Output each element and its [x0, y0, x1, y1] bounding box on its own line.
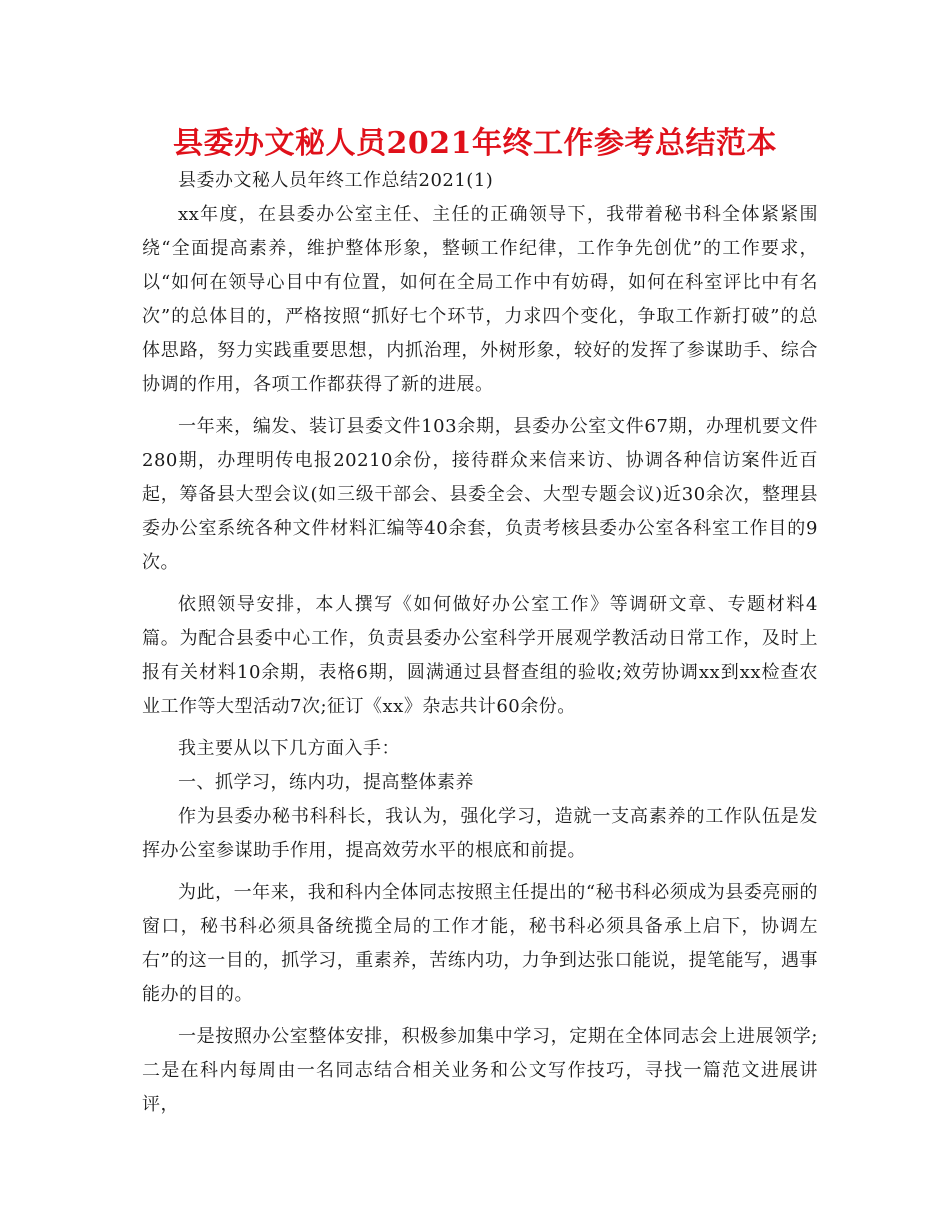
research-paragraph: 依照领导安排，本人撰写《如何做好办公室工作》等调研文章、专题材料4篇。为配合县委中心工作，负责县委办公室科学开展观学教活动日常工作，及时上报有关材料10余期，表格6期，圆满通过县督查组的验收;效劳协调xx到xx检查农业工作等大型活动7次;征订《xx》杂志共计60余份。 [142, 594, 818, 717]
statistics-paragraph: 一年来，编发、装订县委文件103余期，县委办公室文件67期，办理机要文件280期，办理明传电报20210余份，接待群众来信来访、协调各种信访案件近百起，筹备县大型会议(如三级干部会、县委全会、大型专题会议)近30余次，整理县委办公室系统各种文件材料汇编等40余套，负责考核县委办公室各科室工作目的9次。 [142, 416, 818, 573]
measures-paragraph: 一是按照办公室整体安排，积极参加集中学习，定期在全体同志会上进展领学;二是在科内每周由一名同志结合相关业务和公文写作技巧，寻找一篇范文进展讲评， [142, 1026, 818, 1115]
learning-paragraph: 作为县委办秘书科科长，我认为，强化学习，造就一支高素养的工作队伍是发挥办公室参谋助手作用，提高效劳水平的根底和前提。 [142, 806, 818, 861]
section-heading-1: 一、抓学习，练内功，提高整体素养 [178, 772, 474, 793]
document-body [142, 164, 818, 1122]
approach-paragraph: 我主要从以下几方面入手： [178, 738, 400, 759]
document-title: 县委办文秘人员2021年终工作参考总结范本 [173, 126, 777, 161]
intro-paragraph: xx年度，在县委办公室主任、主任的正确领导下，我带着秘书科全体紧紧围绕“全面提高素养，维护整体形象，整顿工作纪律，工作争先创优”的工作要求，以“如何在领导心目中有位置，如何在全局工作中有妨碍，如何在科室评比中有名次”的总体目的，严格按照“抓好七个环节，力求四个变化，争取工作新打破”的总体思路，努力实践重要思想，内抓治理，外树形象，较好的发挥了参谋助手、综合协调的作用，各项工作都获得了新的进展。 [142, 204, 818, 395]
subtitle-paragraph: 县委办文秘人员年终工作总结2021(1) [178, 170, 494, 191]
goal-paragraph: 为此，一年来，我和科内全体同志按照主任提出的“秘书科必须成为县委亮丽的窗口，秘书科必须具备统揽全局的工作才能，秘书科必须具备承上启下，协调左右”的这一目的，抓学习，重素养，苦练内功，力争到达张口能说，提笔能写，遇事能办的目的。 [142, 882, 818, 1005]
